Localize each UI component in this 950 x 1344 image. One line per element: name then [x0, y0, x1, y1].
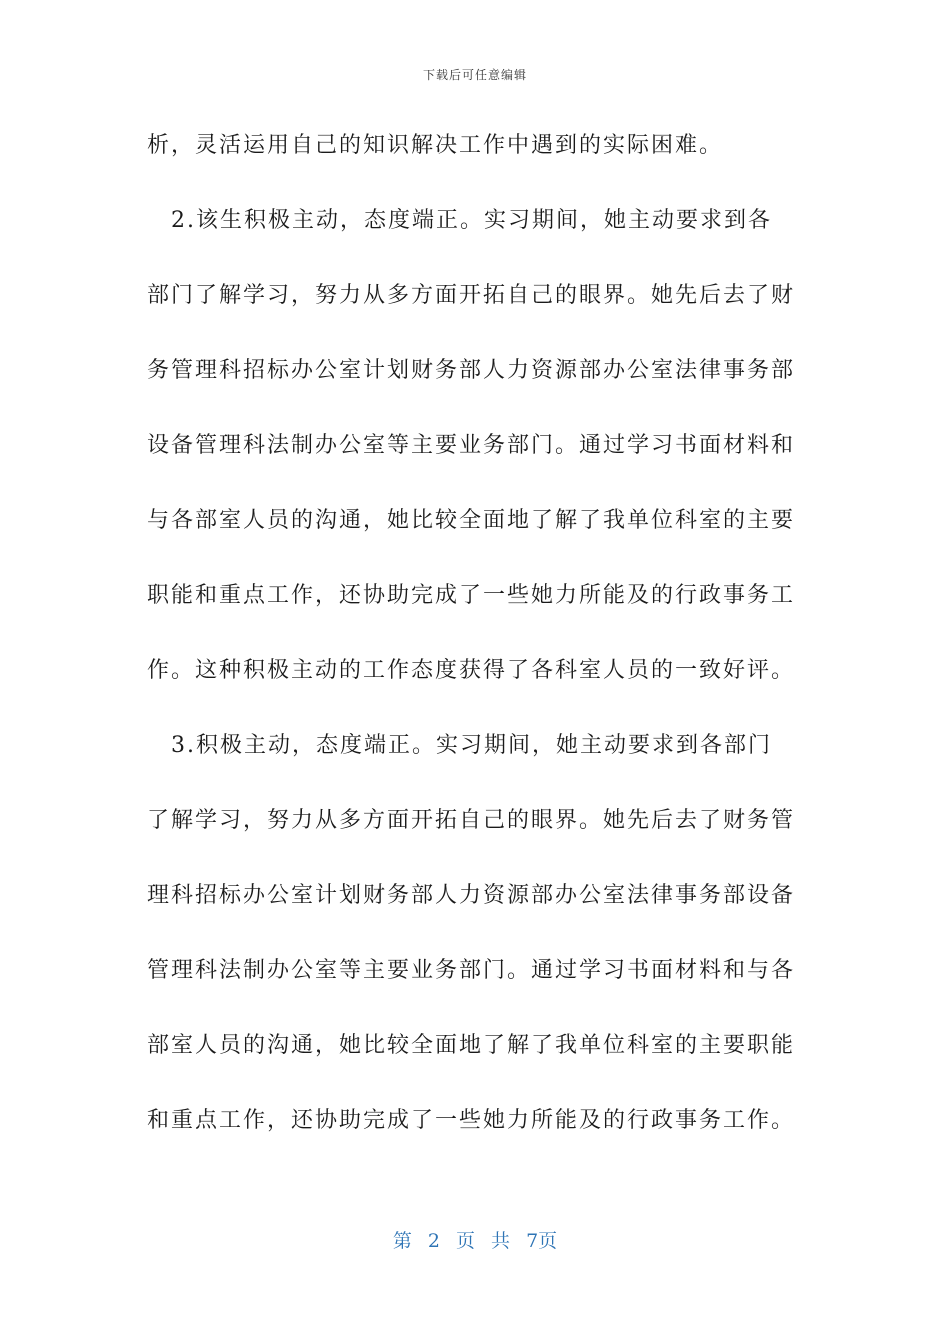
text-line: 部门了解学习，努力从多方面开拓自己的眼界。她先后去了财: [147, 283, 796, 308]
text-line: 理科招标办公室计划财务部人力资源部办公室法律事务部设备: [147, 883, 796, 908]
text-line: 2.该生积极主动，态度端正。实习期间，她主动要求到各: [147, 208, 772, 233]
text-line: 与各部室人员的沟通，她比较全面地了解了我单位科室的主要: [147, 508, 796, 533]
text-line: 务管理科招标办公室计划财务部人力资源部办公室法律事务部: [147, 358, 796, 383]
text-line: 3.积极主动，态度端正。实习期间，她主动要求到各部门: [147, 733, 772, 758]
text-line: 管理科法制办公室等主要业务部门。通过学习书面材料和与各: [147, 958, 796, 983]
text-line: 析，灵活运用自己的知识解决工作中遇到的实际困难。: [147, 133, 724, 158]
text-line: 部室人员的沟通，她比较全面地了解了我单位科室的主要职能: [147, 1033, 796, 1058]
text-line: 了解学习，努力从多方面开拓自己的眼界。她先后去了财务管: [147, 808, 796, 833]
body-text: [147, 126, 807, 1176]
text-line: 职能和重点工作，还协助完成了一些她力所能及的行政事务工: [147, 583, 796, 608]
text-line: 和重点工作，还协助完成了一些她力所能及的行政事务工作。: [147, 1108, 796, 1133]
text-line: 设备管理科法制办公室等主要业务部门。通过学习书面材料和: [147, 433, 796, 458]
text-line: 作。这种积极主动的工作态度获得了各科室人员的一致好评。: [147, 658, 796, 683]
page-number-footer: 第 2 页 共 7页: [392, 1230, 558, 1252]
page-header: 下载后可任意编辑: [422, 68, 527, 82]
